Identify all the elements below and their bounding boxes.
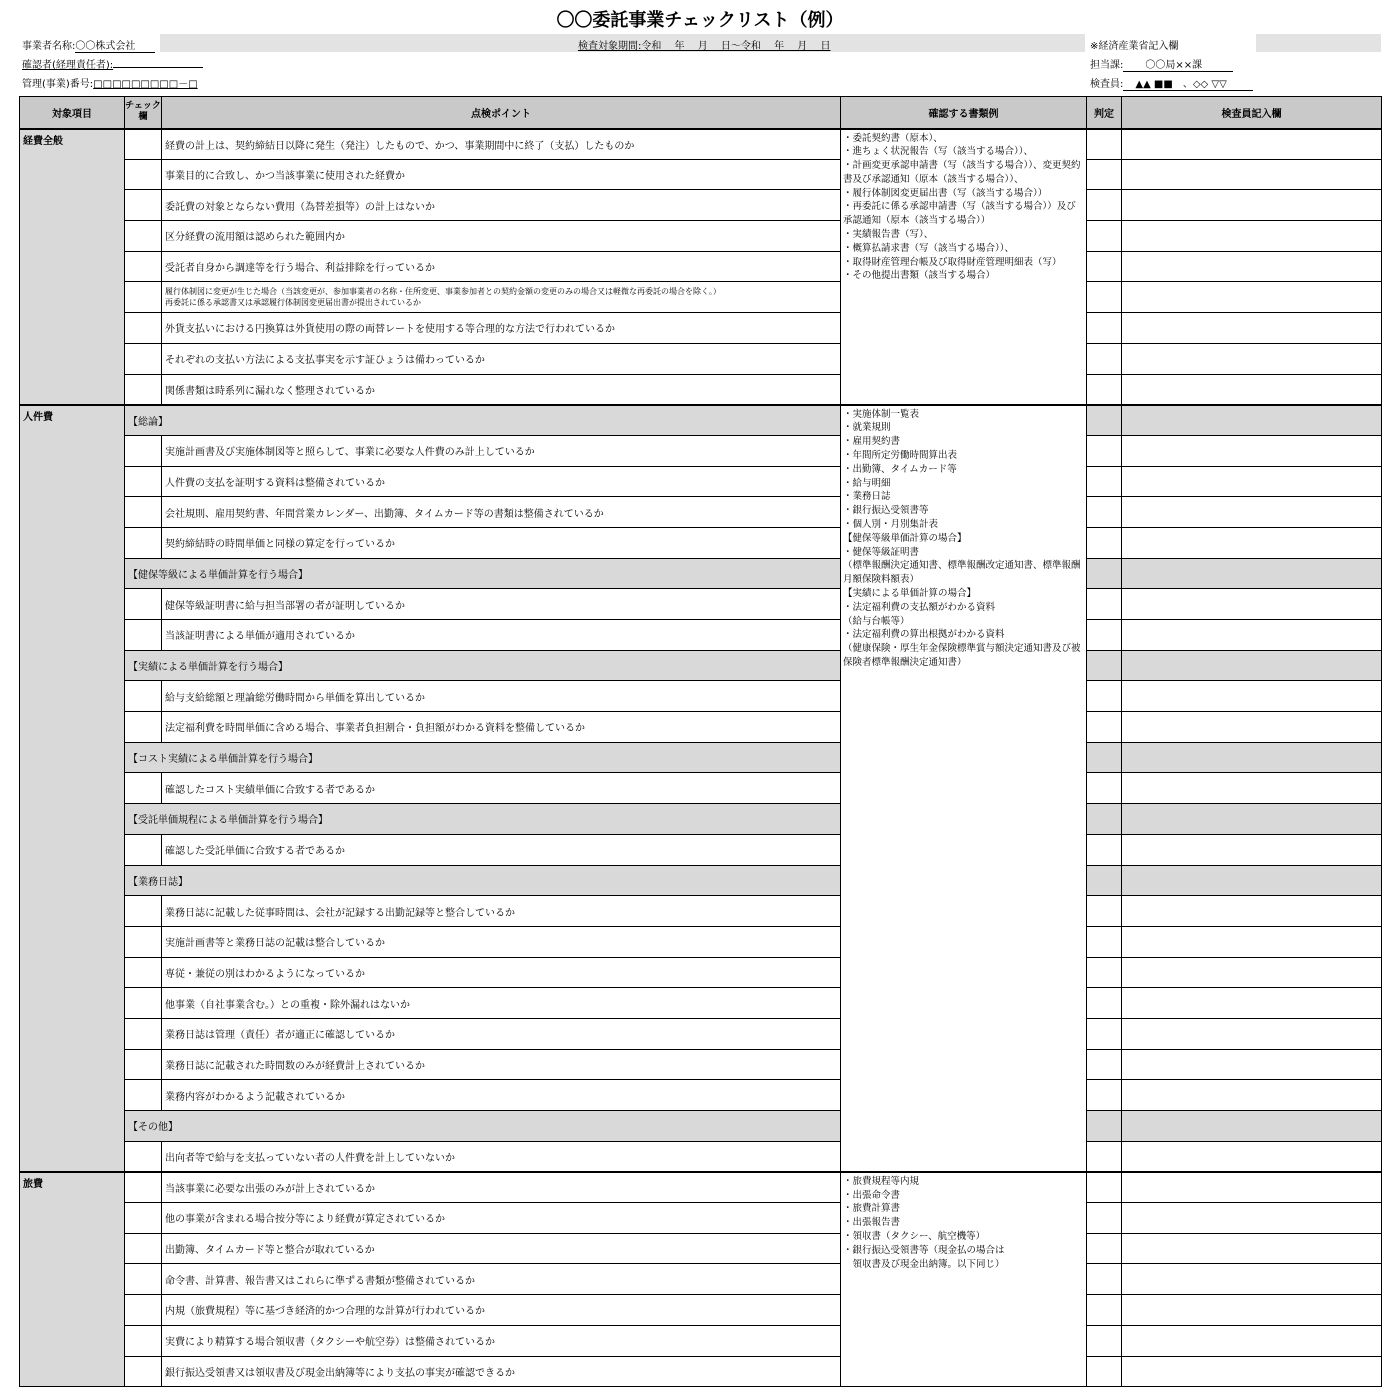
table-row: [20, 957, 1382, 988]
check-point: 外貨支払いにおける円換算は外貨使用の際の両替レートを使用する等合理的な方法で行われているか: [162, 313, 841, 344]
inspector-notes-cell[interactable]: [1122, 435, 1382, 466]
document-item: ・法定福利費の算出根拠がわかる資料: [843, 629, 1005, 641]
inspector-notes-cell[interactable]: [1122, 1295, 1382, 1326]
table-row: [20, 1233, 1382, 1264]
inspector-notes-cell[interactable]: [1122, 1018, 1382, 1049]
inspector-notes-cell[interactable]: [1122, 988, 1382, 1019]
document-item: ・法定福利費の支払額がわかる資料: [843, 601, 996, 613]
inspector-notes-cell[interactable]: [1122, 221, 1382, 252]
confirmer-field: 確認者(経理責任者):: [22, 56, 203, 71]
check-point: 確認したコスト実績単価に合致する者であるか: [162, 773, 841, 804]
judgment-cell[interactable]: [1087, 190, 1122, 221]
check-cell[interactable]: [125, 589, 162, 620]
col-point: 点検ポイント: [162, 97, 841, 129]
judgment-cell[interactable]: [1087, 251, 1122, 282]
judgment-cell[interactable]: [1087, 1141, 1122, 1172]
subheading: 【業務日誌】: [125, 865, 841, 896]
document-item: ・銀行振込受領書等: [843, 505, 929, 517]
check-cell[interactable]: [125, 190, 162, 221]
judgment-cell[interactable]: [1087, 527, 1122, 558]
check-cell[interactable]: [125, 1295, 162, 1326]
check-cell[interactable]: [125, 313, 162, 344]
inspector-notes-cell[interactable]: [1122, 896, 1382, 927]
table-row: [20, 926, 1382, 957]
document-examples: [841, 405, 1087, 1172]
table-row: [20, 343, 1382, 374]
judgment-cell[interactable]: [1087, 620, 1122, 651]
document-item: ・進ちょく状況報告（写（該当する場合））、: [843, 146, 1034, 158]
check-point: 契約締結時の時間単価と同様の算定を行っているか: [162, 527, 841, 558]
check-point: 出勤簿、タイムカード等と整合が取れているか: [162, 1233, 841, 1264]
table-row: [20, 435, 1382, 466]
table-row: [20, 896, 1382, 927]
section-name: 人件費: [20, 405, 125, 1172]
check-cell[interactable]: [125, 1356, 162, 1387]
check-point: 実施計画書等と業務日誌の記載は整合しているか: [162, 926, 841, 957]
document-item: ・就業規則: [843, 422, 891, 434]
document-item: ・雇用契約書: [843, 436, 901, 448]
document-item: 領収書及び現金出納簿。以下同じ）: [843, 1258, 1005, 1270]
check-point: 給与支給総額と理論総労働時間から単価を算出しているか: [162, 681, 841, 712]
document-item: ・旅費規程等内規: [843, 1175, 920, 1187]
inspector-notes-cell[interactable]: [1122, 834, 1382, 865]
table-row: [20, 527, 1382, 558]
col-target: 対象項目: [20, 97, 125, 129]
judgment-cell[interactable]: [1087, 865, 1122, 896]
check-point: 受託者自身から調達等を行う場合、利益排除を行っているか: [162, 251, 841, 282]
table-row: [20, 1203, 1382, 1234]
dept-value[interactable]: 〇〇局××課: [1123, 56, 1233, 72]
sheet-header: [0, 0, 1400, 96]
table-row: [20, 1172, 1382, 1203]
document-item: （健康保険・厚生年金保険標準賞与額決定通知書及び被保険者標準報酬決定通知書）: [843, 643, 1081, 669]
judgment-cell[interactable]: [1087, 129, 1122, 160]
col-notes: 検査員記入欄: [1122, 97, 1382, 129]
judgment-cell[interactable]: [1087, 405, 1122, 436]
col-judge: 判定: [1087, 97, 1122, 129]
inspector-notes-cell[interactable]: [1122, 620, 1382, 651]
judgment-cell[interactable]: [1087, 1203, 1122, 1234]
check-cell[interactable]: [125, 1018, 162, 1049]
check-cell[interactable]: [125, 221, 162, 252]
inspector-notes-cell[interactable]: [1122, 251, 1382, 282]
check-point: 業務内容がわかるよう記載されているか: [162, 1080, 841, 1111]
inspector-notes-cell[interactable]: [1122, 865, 1382, 896]
check-point: それぞれの支払い方法による支払事実を示す証ひょうは備わっているか: [162, 343, 841, 374]
check-point: 業務日誌は管理（責任）者が適正に確認しているか: [162, 1018, 841, 1049]
check-cell[interactable]: [125, 129, 162, 160]
check-cell[interactable]: [125, 1080, 162, 1111]
inspector-notes-cell[interactable]: [1122, 190, 1382, 221]
check-point: 出向者等で給与を支払っていない者の人件費を計上していないか: [162, 1141, 841, 1172]
document-item: ・実施体制一覧表: [843, 408, 920, 420]
table-row: [20, 221, 1382, 252]
table-row: [20, 834, 1382, 865]
inspector-notes-cell[interactable]: [1122, 589, 1382, 620]
inspector-notes-cell[interactable]: [1122, 129, 1382, 160]
subheading: 【実績による単価計算を行う場合】: [125, 650, 841, 681]
check-point: 他事業（自社事業含む。）との重複・除外漏れはないか: [162, 988, 841, 1019]
inspector-field: 検査員: ▲▲ ■■ 、◇◇ ▽▽: [1090, 75, 1253, 91]
judgment-cell[interactable]: [1087, 896, 1122, 927]
judgment-cell[interactable]: [1087, 834, 1122, 865]
judgment-cell[interactable]: [1087, 1295, 1122, 1326]
inspector-notes-cell[interactable]: [1122, 1264, 1382, 1295]
inspector-notes-cell[interactable]: [1122, 1111, 1382, 1142]
document-item: ・実績報告書（写）、: [843, 229, 934, 241]
inspector-notes-cell[interactable]: [1122, 1141, 1382, 1172]
col-check: チェック欄: [125, 97, 162, 129]
subheading: 【健保等級による単価計算を行う場合】: [125, 558, 841, 589]
check-point: 経費の計上は、契約締結日以降に発生（発注）したもので、かつ、事業期間中に終了（支払）したものか: [162, 129, 841, 160]
check-point: 会社規則、雇用契約書、年間営業カレンダー、出勤簿、タイムカード等の書類は整備されているか: [162, 497, 841, 528]
document-item: ・出勤簿、タイムカード等: [843, 463, 957, 475]
table-row: [20, 251, 1382, 282]
inspector-notes-cell[interactable]: [1122, 650, 1382, 681]
table-row: [20, 620, 1382, 651]
judgment-cell[interactable]: [1087, 804, 1122, 835]
check-cell[interactable]: [125, 926, 162, 957]
inspector-notes-cell[interactable]: [1122, 466, 1382, 497]
document-item: ・概算払請求書（写（該当する場合））、: [843, 242, 1015, 254]
judgment-cell[interactable]: [1087, 282, 1122, 313]
table-row: [20, 374, 1382, 405]
table-row: [20, 1111, 1382, 1142]
inspector-notes-cell[interactable]: [1122, 497, 1382, 528]
company-field: 事業者名称:〇〇株式会社: [22, 37, 155, 53]
inspection-period[interactable]: 検査対象期間:令和 年 月 日～令和 年 月 日: [578, 41, 831, 52]
document-examples: [841, 129, 1087, 405]
table-row: [20, 558, 1382, 589]
document-item: ・その他提出書類（該当する場合）: [843, 270, 996, 282]
inspector-notes-cell[interactable]: [1122, 1049, 1382, 1080]
inspector-notes-cell[interactable]: [1122, 1233, 1382, 1264]
check-cell[interactable]: [125, 374, 162, 405]
col-docs: 確認する書類例: [841, 97, 1087, 129]
table-row: [20, 1356, 1382, 1387]
check-point: 履行体制図に変更が生じた場合（当該変更が、参加事業者の名称・住所変更、事業参加者との契約金額の変更のみの場合又は軽微な再委託の場合を除く。） 再委託に係る承認書又は承認履行体制図変更届出書が提出されているか: [162, 282, 841, 313]
table-row: [20, 129, 1382, 160]
document-item: ・給与明細: [843, 477, 891, 489]
inspector-notes-cell[interactable]: [1122, 374, 1382, 405]
inspector-notes-cell[interactable]: [1122, 527, 1382, 558]
page-title: 〇〇委託事業チェックリスト（例）: [556, 10, 844, 31]
check-point: 内規（旅費規程）等に基づき経済的かつ合理的な計算が行われているか: [162, 1295, 841, 1326]
check-cell[interactable]: [125, 1141, 162, 1172]
table-row: [20, 681, 1382, 712]
check-point: 業務日誌に記載した従事時間は、会社が記録する出勤記録等と整合しているか: [162, 896, 841, 927]
document-item: ・委託契約書（原本）、: [843, 132, 943, 144]
check-cell[interactable]: [125, 712, 162, 743]
document-item: ・業務日誌: [843, 491, 891, 503]
document-item: ・旅費計算書: [843, 1203, 901, 1215]
table-row: [20, 1295, 1382, 1326]
check-cell[interactable]: [125, 343, 162, 374]
confirmer-value[interactable]: [113, 67, 203, 68]
document-item: ・領収書（タクシー、航空機等）: [843, 1231, 986, 1243]
judgment-cell[interactable]: [1087, 957, 1122, 988]
judgment-cell[interactable]: [1087, 1080, 1122, 1111]
inspector-notes-cell[interactable]: [1122, 742, 1382, 773]
inspector-notes-cell[interactable]: [1122, 957, 1382, 988]
judgment-cell[interactable]: [1087, 926, 1122, 957]
judgment-cell[interactable]: [1087, 1264, 1122, 1295]
document-item: ・年間所定労働時間算出表: [843, 450, 958, 462]
subheading: 【総論】: [125, 405, 841, 436]
check-cell[interactable]: [125, 1325, 162, 1356]
document-item: （標準報酬決定通知書、標準報酬改定通知書、標準報酬月額保険料額表）: [843, 560, 1081, 586]
document-item: ・健保等級証明書: [843, 546, 920, 558]
check-point: 人件費の支払を証明する資料は整備されているか: [162, 466, 841, 497]
judgment-cell[interactable]: [1087, 1325, 1122, 1356]
section-name: 旅費: [20, 1172, 125, 1387]
check-cell[interactable]: [125, 1049, 162, 1080]
inspector-notes-cell[interactable]: [1122, 681, 1382, 712]
subheading: 【コスト実績による単価計算を行う場合】: [125, 742, 841, 773]
check-cell[interactable]: [125, 620, 162, 651]
check-point: 区分経費の流用額は認められた範囲内か: [162, 221, 841, 252]
table-row: [20, 159, 1382, 190]
check-point: 当該証明書による単価が適用されているか: [162, 620, 841, 651]
judgment-cell[interactable]: [1087, 742, 1122, 773]
check-point: 業務日誌に記載された時間数のみが経費計上されているか: [162, 1049, 841, 1080]
check-point: 実費により精算する場合領収書（タクシーや航空券）は整備されているか: [162, 1325, 841, 1356]
table-row: [20, 1080, 1382, 1111]
document-item: ・出張報告書: [843, 1217, 901, 1229]
inspector-notes-cell[interactable]: [1122, 282, 1382, 313]
judgment-cell[interactable]: [1087, 313, 1122, 344]
judgment-cell[interactable]: [1087, 466, 1122, 497]
table-row: [20, 865, 1382, 896]
table-row: [20, 1049, 1382, 1080]
check-cell[interactable]: [125, 435, 162, 466]
check-cell[interactable]: [125, 773, 162, 804]
judgment-cell[interactable]: [1087, 159, 1122, 190]
inspector-notes-cell[interactable]: [1122, 712, 1382, 743]
inspector-notes-cell[interactable]: [1122, 1080, 1382, 1111]
inspector-notes-cell[interactable]: [1122, 773, 1382, 804]
judgment-cell[interactable]: [1087, 1233, 1122, 1264]
meti-note: ※経済産業省記入欄: [1090, 41, 1179, 52]
header-row: [20, 97, 1382, 129]
document-item: ・銀行振込受領書等（現金払の場合は: [843, 1244, 1005, 1256]
inspector-notes-cell[interactable]: [1122, 313, 1382, 344]
table-row: [20, 1264, 1382, 1295]
check-cell[interactable]: [125, 988, 162, 1019]
inspector-notes-cell[interactable]: [1122, 1172, 1382, 1203]
document-examples: [841, 1172, 1087, 1387]
check-cell[interactable]: [125, 681, 162, 712]
table-row: [20, 742, 1382, 773]
check-point: 当該事業に必要な出張のみが計上されているか: [162, 1172, 841, 1203]
judgment-cell[interactable]: [1087, 1049, 1122, 1080]
check-cell[interactable]: [125, 251, 162, 282]
table-row: [20, 804, 1382, 835]
document-item: ・個人別・月別集計表: [843, 519, 939, 531]
document-item: ・再委託に係る承認申請書（写（該当する場合））及び承認通知（原本（該当する場合））: [843, 201, 1076, 227]
table-row: [20, 773, 1382, 804]
number-field: 管理(事業)番号:□□□□□□□□□－□: [22, 79, 198, 90]
inspector-notes-cell[interactable]: [1122, 804, 1382, 835]
table-row: [20, 712, 1382, 743]
inspector-notes-cell[interactable]: [1122, 405, 1382, 436]
document-item: ・取得財産管理台帳及び取得財産管理明細表（写）: [843, 256, 1062, 268]
company-name[interactable]: 〇〇株式会社: [75, 37, 155, 53]
check-cell[interactable]: [125, 159, 162, 190]
check-cell[interactable]: [125, 527, 162, 558]
judgment-cell[interactable]: [1087, 773, 1122, 804]
inspector-notes-cell[interactable]: [1122, 558, 1382, 589]
subheading: 【その他】: [125, 1111, 841, 1142]
check-point: 関係書類は時系列に漏れなく整理されているか: [162, 374, 841, 405]
check-point: 実施計画書及び実施体制図等と照らして、事業に必要な人件費のみ計上しているか: [162, 435, 841, 466]
check-point: 健保等級証明書に給与担当部署の者が証明しているか: [162, 589, 841, 620]
document-item: ・計画変更承認申請書（写（該当する場合））、変更契約書及び承認通知（原本（該当する場合））、: [843, 160, 1081, 185]
document-item: （給与台帳等）: [843, 615, 910, 627]
judgment-cell[interactable]: [1087, 681, 1122, 712]
judgment-cell[interactable]: [1087, 343, 1122, 374]
check-point: 専従・兼従の別はわかるようになっているか: [162, 957, 841, 988]
table-row: [20, 589, 1382, 620]
inspector-value[interactable]: ▲▲ ■■ 、◇◇ ▽▽: [1123, 75, 1253, 91]
table-row: [20, 988, 1382, 1019]
check-cell[interactable]: [125, 1233, 162, 1264]
check-cell[interactable]: [125, 1172, 162, 1203]
judgment-cell[interactable]: [1087, 1018, 1122, 1049]
checklist-table: [19, 96, 1382, 1387]
check-point: 他の事業が含まれる場合按分等により経費が算定されているか: [162, 1203, 841, 1234]
check-point: 確認した受託単価に合致する者であるか: [162, 834, 841, 865]
judgment-cell[interactable]: [1087, 589, 1122, 620]
judgment-cell[interactable]: [1087, 988, 1122, 1019]
table-row: [20, 405, 1382, 436]
dept-field: 担当課: 〇〇局××課: [1090, 56, 1233, 72]
document-item: 【実績による単価計算の場合】: [843, 588, 977, 600]
check-cell[interactable]: [125, 957, 162, 988]
judgment-cell[interactable]: [1087, 497, 1122, 528]
check-point: 命令書、計算書、報告書又はこれらに準ずる書類が整備されているか: [162, 1264, 841, 1295]
check-cell[interactable]: [125, 1264, 162, 1295]
inspector-notes-cell[interactable]: [1122, 1356, 1382, 1387]
check-cell[interactable]: [125, 282, 162, 313]
judgment-cell[interactable]: [1087, 650, 1122, 681]
subheading: 【受託単価規程による単価計算を行う場合】: [125, 804, 841, 835]
inspector-notes-cell[interactable]: [1122, 1203, 1382, 1234]
inspector-notes-cell[interactable]: [1122, 1325, 1382, 1356]
inspector-notes-cell[interactable]: [1122, 159, 1382, 190]
check-cell[interactable]: [125, 466, 162, 497]
table-row: [20, 1325, 1382, 1356]
judgment-cell[interactable]: [1087, 1172, 1122, 1203]
document-item: 【健保等級単価計算の場合】: [843, 532, 967, 544]
check-point: 委託費の対象とならない費用（為替差損等）の計上はないか: [162, 190, 841, 221]
document-item: ・出張命令書: [843, 1189, 901, 1201]
check-cell[interactable]: [125, 497, 162, 528]
judgment-cell[interactable]: [1087, 221, 1122, 252]
table-row: [20, 466, 1382, 497]
check-cell[interactable]: [125, 834, 162, 865]
table-row: [20, 650, 1382, 681]
number-value[interactable]: □□□□□□□□□－□: [93, 79, 198, 90]
judgment-cell[interactable]: [1087, 558, 1122, 589]
check-point: 事業目的に合致し、かつ当該事業に使用された経費か: [162, 159, 841, 190]
document-item: ・履行体制図変更届出書（写（該当する場合））: [843, 187, 1048, 199]
check-point: 銀行振込受領書又は領収書及び現金出納簿等により支払の事実が確認できるか: [162, 1356, 841, 1387]
table-row: [20, 497, 1382, 528]
table-row: [20, 313, 1382, 344]
judgment-cell[interactable]: [1087, 435, 1122, 466]
judgment-cell[interactable]: [1087, 712, 1122, 743]
table-row: [20, 1018, 1382, 1049]
table-row: [20, 282, 1382, 313]
table-row: [20, 1141, 1382, 1172]
judgment-cell[interactable]: [1087, 374, 1122, 405]
section-name: 経費全般: [20, 129, 125, 405]
check-cell[interactable]: [125, 896, 162, 927]
judgment-cell[interactable]: [1087, 1356, 1122, 1387]
table-row: [20, 190, 1382, 221]
inspector-notes-cell[interactable]: [1122, 343, 1382, 374]
check-cell[interactable]: [125, 1203, 162, 1234]
check-point: 法定福利費を時間単価に含める場合、事業者負担割合・負担額がわかる資料を整備しているか: [162, 712, 841, 743]
inspector-notes-cell[interactable]: [1122, 926, 1382, 957]
judgment-cell[interactable]: [1087, 1111, 1122, 1142]
